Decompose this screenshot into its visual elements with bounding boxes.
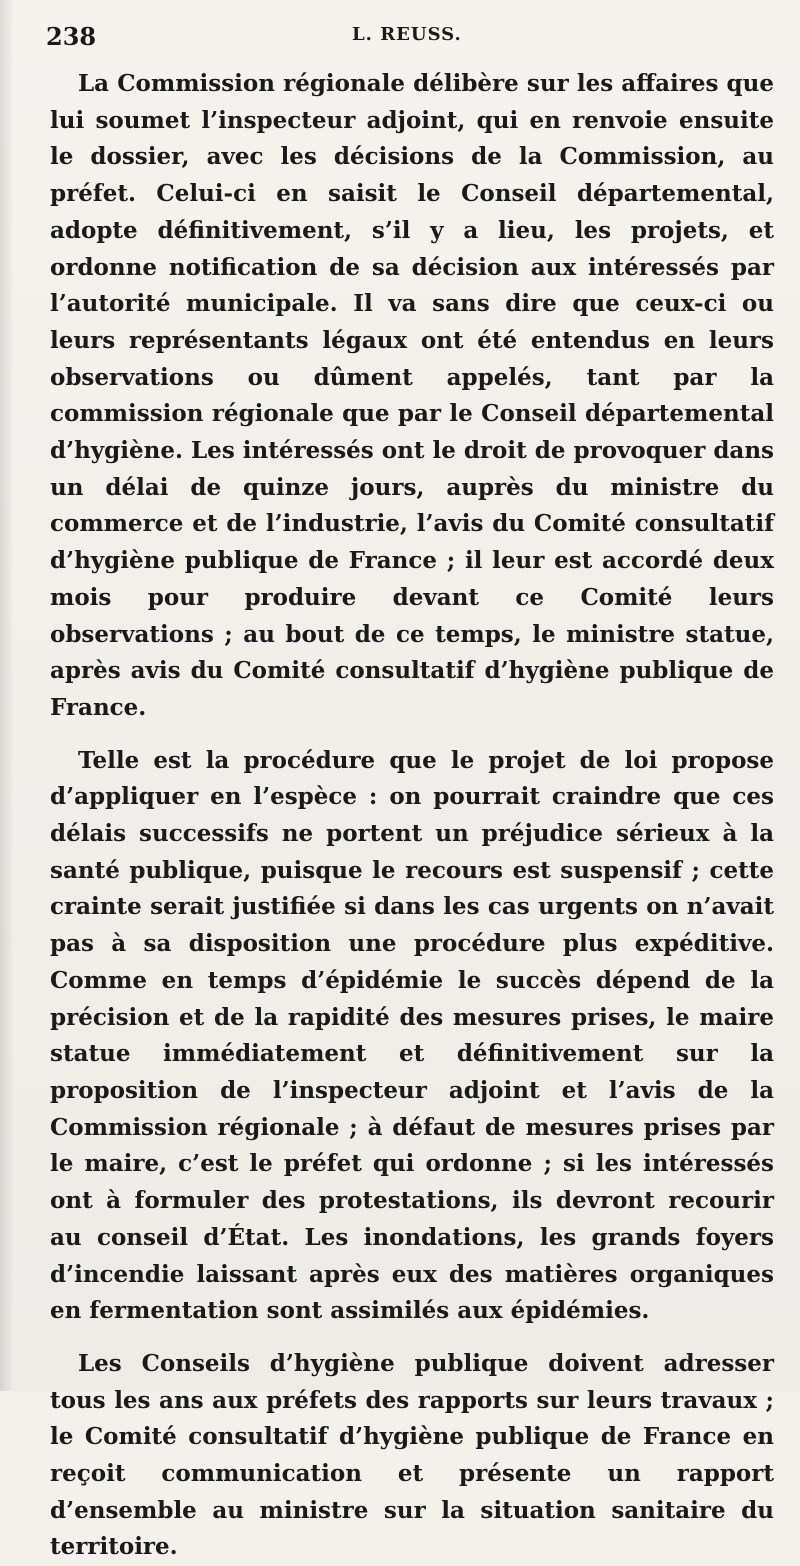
paragraph-2: Telle est la procédure que le projet de loi propose d’appliquer en l’espèce : on pourrait craindre que ces délais successifs ne portent un préjudice sérieux à la santé publique, puisque le recours est suspensif ; cette crainte serait justifiée si dans les cas urgents on n’avait pas à sa disposition une procédure plus expéditive. Comme en temps d’épidémie le succès dépend de la précision et de la rapidité des mesures prises, le maire statue immédiatement et définitivement sur la proposition de l’inspecteur adjoint et l’avis de la Commission régionale ; à défaut de mesures prises par le maire, c’est le préfet qui ordonne ; si les intéressés ont à formuler des protestations, ils devront recourir au conseil d’État. Les inondations, les grands foyers d’incendie laissant après eux des matières organiques en fermentation sont assimilés aux épidémies.	[50, 746, 774, 1325]
page-header	[46, 22, 786, 56]
paragraph-1: La Commission régionale délibère sur les affaires que lui soumet l’inspecteur adjoint, qui en renvoie ensuite le dossier, avec les décisions de la Commission, au préfet. Celui-ci en saisit le Conseil départemental, adopte définitivement, s’il y a lieu, les projets, et ordonne notification de sa décision aux intéressés par l’autorité municipale. Il va sans dire que ceux-ci ou leurs représentants légaux ont été entendus en leurs observations ou dûment appelés, tant par la commission régionale que par le Conseil départemental d’hygiène. Les intéressés ont le droit de provoquer dans un délai de quinze jours, auprès du ministre du commerce et de l’industrie, l’avis du Comité consultatif d’hygiène publique de France ; il leur est accordé deux mois pour produire devant ce Comité leurs observations ; au bout de ce temps, le ministre statue, après avis du Comité consultatif d’hygiène publique de France.	[50, 70, 774, 721]
page-number: 238	[46, 22, 97, 51]
page-gutter-shadow	[0, 0, 14, 1391]
body-text	[50, 66, 774, 1566]
paragraph-3: Les Conseils d’hygiène publique doivent adresser tous les ans aux préfets des rapports sur leurs travaux ; le Comité consultatif d’hygiène publique de France en reçoit communication et présente un rapport d’ensemble au ministre sur la situation sanitaire du territoire.	[50, 1349, 774, 1561]
running-head: L. REUSS.	[352, 24, 462, 45]
